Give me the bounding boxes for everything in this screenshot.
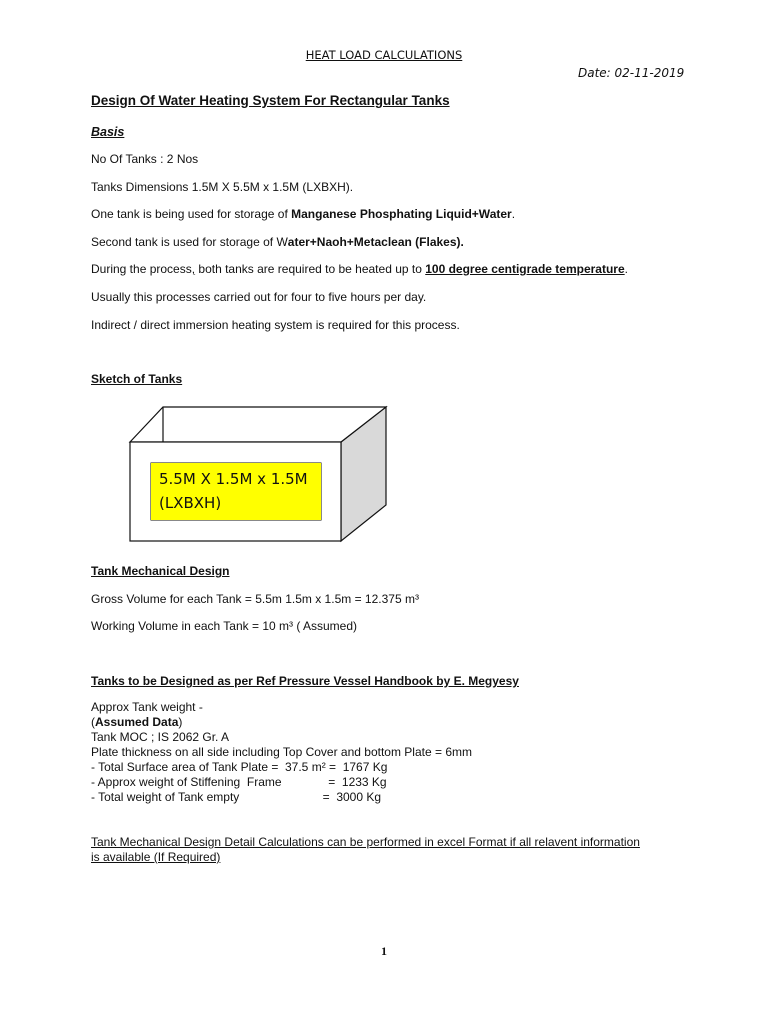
assumed-data-label: Assumed Data <box>95 715 179 729</box>
excel-note-line1: Tank Mechanical Design Detail Calculations can be performed in excel Format if all relavent information <box>91 835 640 849</box>
approx-weight-line: Approx Tank weight - <box>91 700 203 714</box>
process-temperature: 100 degree centigrade temperature <box>425 262 625 276</box>
plate-thickness-line: Plate thickness on all side including Top Cover and bottom Plate = 6mm <box>91 745 472 759</box>
surface-area-line: - Total Surface area of Tank Plate = 37.5 m² = 1767 Kg <box>91 760 388 774</box>
tank-dimensions-line: Tanks Dimensions 1.5M X 5.5M x 1.5M (LXBXH). <box>91 180 354 194</box>
tank2-prefix: Second tank is used for storage of W <box>91 235 288 249</box>
tank1-liquid: Manganese Phosphating Liquid+Water <box>291 207 512 221</box>
gross-volume-line: Gross Volume for each Tank = 5.5m 1.5m x 1.5m = 12.375 m³ <box>91 592 419 606</box>
working-volume-line: Working Volume in each Tank = 10 m³ ( Assumed) <box>91 619 358 633</box>
sketch-heading: Sketch of Tanks <box>91 372 183 386</box>
process-prefix: During the process <box>91 262 192 276</box>
process-mid: both tanks are required to be heated up to <box>195 262 426 276</box>
reference-heading: Tanks to be Designed as per Ref Pressure Vessel Handbook by E. Megyesy <box>91 674 519 688</box>
document-date: Date: 02-11-2019 <box>578 66 685 80</box>
excel-note-line2: is available (If Required) <box>91 850 221 864</box>
mechanical-design-heading: Tank Mechanical Design <box>91 564 230 578</box>
assumed-close: ) <box>178 715 183 729</box>
tank-dimension-label <box>151 463 321 520</box>
tank1-suffix: . <box>511 207 516 221</box>
no-of-tanks-line: No Of Tanks : 2 Nos <box>91 152 199 166</box>
tank-weight-block <box>91 700 472 805</box>
assumed-data-line <box>91 715 472 730</box>
excel-note <box>91 835 640 865</box>
document-title: Design Of Water Heating System For Rectangular Tanks <box>91 93 450 108</box>
basis-heading: Basis <box>91 125 125 139</box>
heating-system-line: Indirect / direct immersion heating system is required for this process. <box>91 318 460 332</box>
tank-moc-line: Tank MOC ; IS 2062 Gr. A <box>91 730 230 744</box>
tank-label-line1: 5.5M X 1.5M x 1.5M <box>159 470 308 488</box>
document-header-title: HEAT LOAD CALCULATIONS <box>305 48 463 62</box>
tank2-liquid: ater+Naoh+Metaclean (Flakes). <box>287 235 464 249</box>
tank1-prefix: One tank is being used for storage of <box>91 207 292 221</box>
page-number: 1 <box>381 944 387 958</box>
tank-top-rim <box>130 407 386 442</box>
process-duration-line: Usually this processes carried out for four to five hours per day. <box>91 290 427 304</box>
process-suffix: . <box>624 262 628 276</box>
total-weight-line: - Total weight of Tank empty = 3000 Kg <box>91 790 382 804</box>
stiffening-frame-line: - Approx weight of Stiffening Frame = 1233 Kg <box>91 775 387 789</box>
assumed-open: ( <box>91 715 95 729</box>
tank-label-line2: (LXBXH) <box>159 494 222 512</box>
process-comma: , <box>191 262 196 276</box>
